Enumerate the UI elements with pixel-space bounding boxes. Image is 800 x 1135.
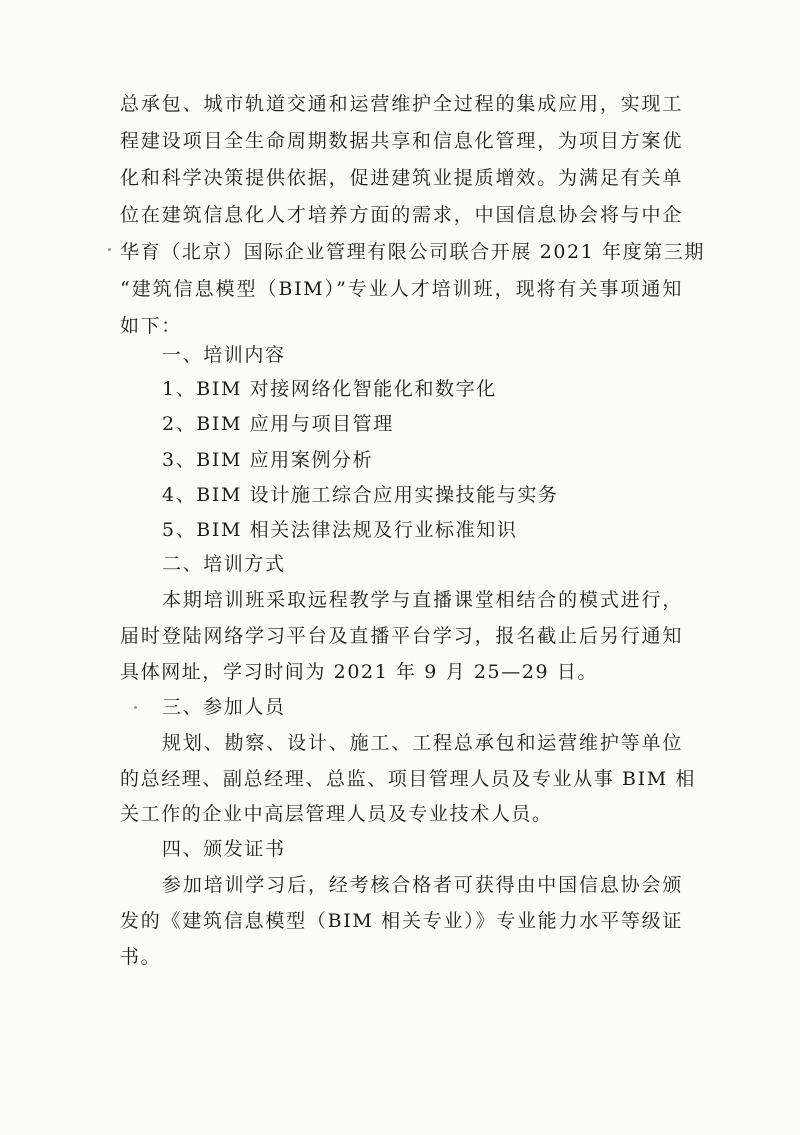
section-heading: 一、培训内容 (162, 344, 286, 366)
list-item: 3、BIM 应用案例分析 (162, 449, 374, 471)
paragraph-line: 本期培训班采取远程教学与直播课堂相结合的模式进行， (162, 589, 683, 611)
paragraph-line: 的总经理、副总经理、总监、项目管理人员及专业从事 BIM 相 (120, 768, 697, 790)
paragraph-line: 届时登陆网络学习平台及直播平台学习，报名截止后另行通知 (120, 625, 683, 647)
intro-line: 位在建筑信息化人才培养方面的需求，中国信息协会将与中企 (120, 204, 683, 226)
paragraph-line: 参加培训学习后，经考核合格者可获得由中国信息协会颁 (162, 874, 683, 896)
section-heading: 三、参加人员 (162, 696, 286, 718)
intro-line: 总承包、城市轨道交通和运营维护全过程的集成应用，实现工 (120, 93, 683, 115)
paragraph-line: 发的《建筑信息模型（BIM 相关专业）》专业能力水平等级证 (120, 910, 683, 932)
scan-speck (134, 706, 137, 709)
intro-line: 如下： (120, 315, 182, 337)
intro-line: 化和科学决策提供依据，促进建筑业提质增效。为满足有关单 (120, 167, 683, 189)
paragraph-line: 具体网址，学习时间为 2021 年 9 月 25—29 日。 (120, 661, 599, 683)
intro-line: 程建设项目全生命周期数据共享和信息化管理，为项目方案优 (120, 130, 683, 152)
paragraph-line: 书。 (120, 946, 162, 968)
intro-line: 华育（北京）国际企业管理有限公司联合开展 2021 年度第三期 (120, 241, 706, 263)
list-item: 5、BIM 相关法律法规及行业标准知识 (162, 519, 518, 541)
section-heading: 四、颁发证书 (162, 838, 286, 860)
list-item: 2、BIM 应用与项目管理 (162, 413, 394, 435)
list-item: 4、BIM 设计施工综合应用实操技能与实务 (162, 484, 559, 506)
list-item: 1、BIM 对接网络化智能化和数字化 (162, 378, 497, 400)
paragraph-line: 规划、勘察、设计、施工、工程总承包和运营维护等单位 (162, 732, 683, 754)
section-heading: 二、培训方式 (162, 553, 286, 575)
paragraph-line: 关工作的企业中高层管理人员及专业技术人员。 (120, 803, 553, 825)
intro-line: “建筑信息模型（BIM）”专业人才培训班，现将有关事项通知 (120, 278, 683, 300)
scan-speck (108, 248, 111, 251)
